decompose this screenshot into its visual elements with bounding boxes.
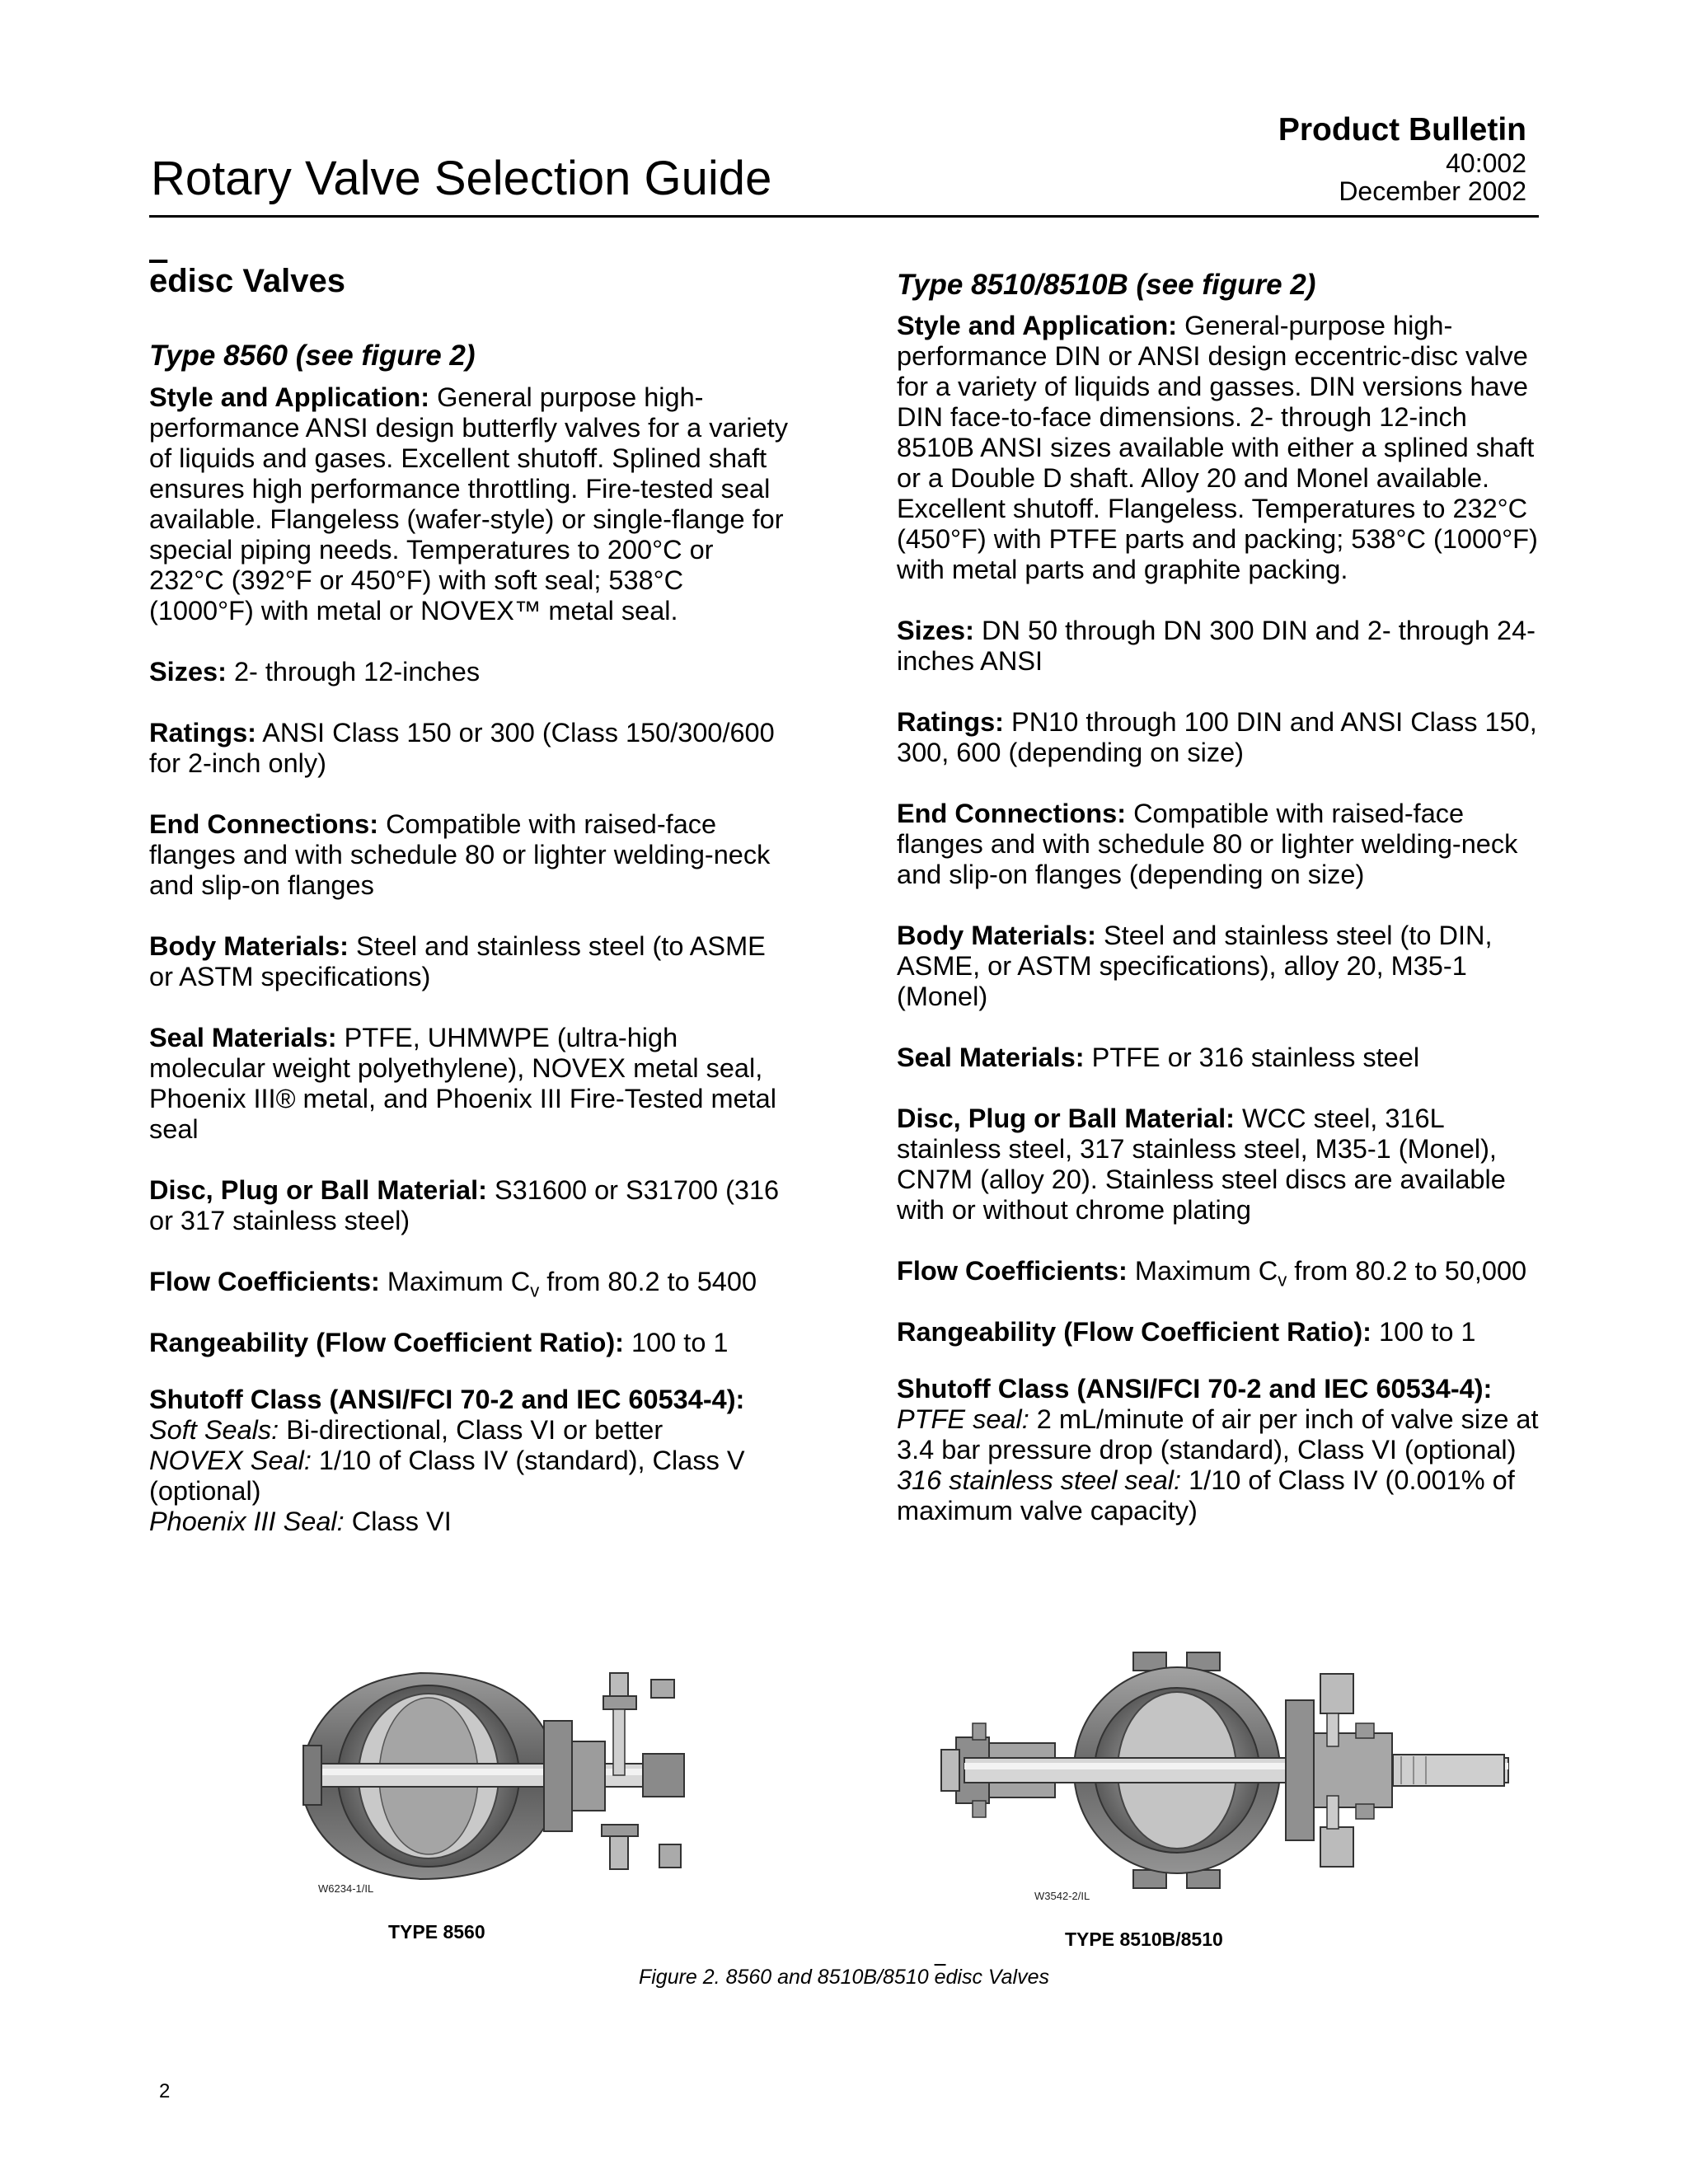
field-text: Compatible with raised-face flanges and with schedule 80 or lighter welding-neck and slip-on flanges — [149, 809, 771, 900]
shutoff-line-label: PTFE seal: — [897, 1404, 1029, 1434]
edisc-e: e — [149, 263, 168, 299]
shutoff-line — [149, 1415, 792, 1446]
field-text: ANSI Class 150 or 300 (Class 150/300/600 for 2-inch only) — [149, 718, 775, 778]
field-label: Body Materials: — [897, 921, 1097, 950]
field-text: 100 to 1 — [624, 1328, 729, 1357]
cv-subscript: v — [1278, 1269, 1287, 1291]
field-text: S31600 or S31700 (316 or 317 stainless steel) — [149, 1175, 780, 1235]
ratings — [149, 718, 792, 779]
field-text: PN10 through 100 DIN and ANSI Class 150, 300, 600 (depending on size) — [897, 707, 1537, 767]
field-text: Steel and stainless steel (to ASME or ASTM specifications) — [149, 931, 766, 991]
field-label: Sizes: — [897, 616, 974, 645]
ratings — [897, 707, 1540, 768]
shutoff-class — [897, 1374, 1540, 1404]
shutoff-line-label: NOVEX Seal: — [149, 1446, 312, 1475]
shutoff-line-text: 1/10 of Class IV (0.001% of maximum valve capacity) — [897, 1465, 1515, 1526]
cv-subscript: v — [530, 1280, 540, 1301]
field-label: Body Materials: — [149, 931, 349, 961]
shutoff-line-text: Bi-directional, Class VI or better — [279, 1415, 663, 1445]
shutoff-line-label: Phoenix III Seal: — [149, 1507, 345, 1536]
rangeability — [149, 1328, 792, 1358]
sizes — [897, 616, 1540, 677]
disc-material — [149, 1175, 792, 1236]
field-label: Seal Materials: — [897, 1043, 1085, 1072]
style-application — [149, 382, 792, 626]
body-materials — [897, 921, 1540, 1012]
shutoff-class — [149, 1385, 792, 1415]
field-text: 2- through 12-inches — [226, 657, 481, 687]
valve-8510-drawing — [940, 1651, 1517, 1890]
figure-caption-e: $\overline{e}$ — [934, 1966, 946, 1989]
field-text: General-purpose high-performance DIN or ANSI design eccentric-disc valve for a variety of liquids and gasses. DIN versions have DIN face-to-face dimensions. 2- through 12-inch 8510B ANSI sizes available with either a splined shaft or a Double D shaft. Alloy 20 and Monel available. Excellent shutoff. Flangeless. Temperatures to 232°C (450°F) with PTFE parts and packing; 538°C (1000°F) with metal parts and graphite packing. — [897, 311, 1538, 584]
field-text: Steel and stainless steel (to DIN, ASME, or ASTM specifications), alloy 20, M35-1 (Monel) — [897, 921, 1493, 1011]
field-text: from 80.2 to 5400 — [539, 1267, 757, 1296]
end-connections — [149, 809, 792, 901]
section-heading-rest: disc Valves — [167, 263, 345, 299]
type-8510-heading: Type 8510/8510B (see figure 2) — [897, 269, 1316, 301]
field-label: Ratings: — [149, 718, 256, 748]
field-text: Maximum C — [1127, 1256, 1278, 1286]
field-label: Seal Materials: — [149, 1023, 337, 1052]
type-8560-heading: Type 8560 (see figure 2) — [149, 340, 476, 372]
shutoff-line — [149, 1446, 792, 1507]
field-label: Ratings: — [897, 707, 1004, 737]
field-label: Style and Application: — [149, 382, 430, 412]
disc-material — [897, 1104, 1540, 1226]
field-text: DN 50 through DN 300 DIN and 2- through 24-inches ANSI — [897, 616, 1536, 676]
type-8510-illustration — [940, 1651, 1517, 1890]
shutoff-line — [897, 1404, 1540, 1465]
field-label: Shutoff Class (ANSI/FCI 70-2 and IEC 60534-4): — [149, 1385, 745, 1414]
field-label: Disc, Plug or Ball Material: — [897, 1104, 1235, 1133]
style-application — [897, 311, 1540, 585]
figure-code-8510: W3542-2/IL — [1034, 1890, 1090, 1902]
shutoff-line-label: 316 stainless steel seal: — [897, 1465, 1182, 1495]
field-label: Rangeability (Flow Coefficient Ratio): — [149, 1328, 624, 1357]
end-connections — [897, 799, 1540, 890]
field-text: WCC steel, 316L stainless steel, 317 stainless steel, M35-1 (Monel), CN7M (alloy 20). Stainless steel discs are available with or without chrome plating — [897, 1104, 1506, 1225]
shutoff-line-text: 2 mL/minute of air per inch of valve size at 3.4 bar pressure drop (standard), Class VI (optional) — [897, 1404, 1539, 1465]
shutoff-line-text: 1/10 of Class IV (standard), Class V (optional) — [149, 1446, 745, 1506]
figure-caption-post: disc Valves — [945, 1966, 1050, 1989]
figure-label-8510: TYPE 8510B/8510 — [1065, 1929, 1223, 1950]
figure-code-8560: W6234-1/IL — [318, 1882, 374, 1895]
header-rule — [149, 215, 1539, 218]
flow-coefficients — [897, 1256, 1540, 1291]
seal-materials — [897, 1043, 1540, 1073]
field-label: Style and Application: — [897, 311, 1178, 340]
shutoff-line-text: Class VI — [344, 1507, 452, 1536]
seal-materials — [149, 1023, 792, 1145]
field-label: End Connections: — [149, 809, 379, 839]
field-text: Compatible with raised-face flanges and with schedule 80 or lighter welding-neck and slip-on flanges (depending on size) — [897, 799, 1518, 889]
bulletin-date: December 2002 — [1339, 176, 1526, 206]
shutoff-line-label: Soft Seals: — [149, 1415, 279, 1445]
field-text: from 80.2 to 50,000 — [1287, 1256, 1527, 1286]
page-number: 2 — [159, 2080, 171, 2102]
flow-coefficients — [149, 1267, 792, 1301]
field-label: Flow Coefficients: — [897, 1256, 1128, 1286]
figure-caption — [0, 1966, 1688, 1990]
rangeability — [897, 1317, 1540, 1347]
field-label: Flow Coefficients: — [149, 1267, 380, 1296]
figure-caption-pre: Figure 2. 8560 and 8510B/8510 — [638, 1966, 935, 1989]
bulletin-label: Product Bulletin — [1278, 112, 1526, 148]
shutoff-line — [897, 1465, 1540, 1526]
field-text: PTFE, UHMWPE (ultra-high molecular weight polyethylene), NOVEX metal seal, Phoenix III® metal, and Phoenix III Fire-Tested metal seal — [149, 1023, 776, 1144]
field-label: Disc, Plug or Ball Material: — [149, 1175, 487, 1205]
section-heading — [149, 262, 792, 300]
field-label: Shutoff Class (ANSI/FCI 70-2 and IEC 60534-4): — [897, 1374, 1493, 1404]
body-materials — [149, 931, 792, 992]
type-8560-illustration — [297, 1663, 709, 1886]
valve-8560-drawing — [297, 1663, 709, 1886]
shutoff-line — [149, 1507, 792, 1537]
field-text: Maximum C — [379, 1267, 531, 1296]
field-text: 100 to 1 — [1372, 1317, 1476, 1347]
field-label: Rangeability (Flow Coefficient Ratio): — [897, 1317, 1372, 1347]
field-text: PTFE or 316 stainless steel — [1084, 1043, 1420, 1072]
sizes — [149, 657, 792, 687]
right-column — [897, 268, 1540, 1526]
field-label: Sizes: — [149, 657, 227, 687]
figure-label-8560: TYPE 8560 — [388, 1921, 485, 1943]
page-title: Rotary Valve Selection Guide — [151, 152, 772, 205]
bulletin-number: 40:002 — [1446, 148, 1526, 178]
field-text: General purpose high-performance ANSI design butterfly valves for a variety of liquids and gases. Excellent shutoff. Splined shaft ensures high performance throttling. Fire-tested seal available. Flangeless (wafer-style) or single-flange for special piping needs. Temperatures to 200°C or 232°C (392°F or 450°F) with soft seal; 538°C (1000°F) with metal or NOVEX™ metal seal. — [149, 382, 788, 626]
field-label: End Connections: — [897, 799, 1127, 828]
left-column — [149, 262, 792, 1537]
